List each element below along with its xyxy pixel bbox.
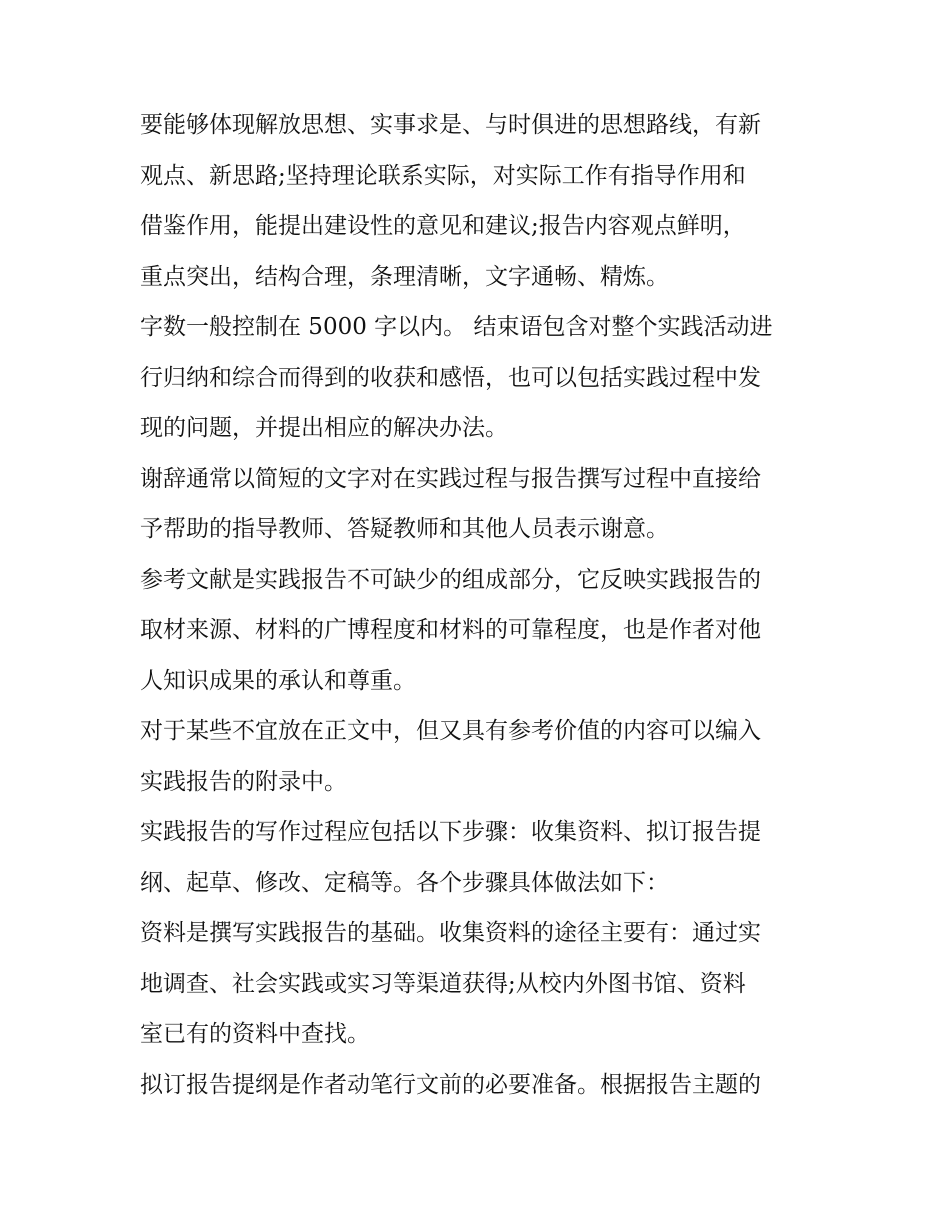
text-line: 要能够体现解放思想、实事求是、与时俱进的思想路线，有新 [140, 112, 761, 138]
text-line: 予帮助的指导教师、答疑教师和其他人员表示谢意。 [140, 516, 669, 542]
text-line: 行归纳和综合而得到的收获和感悟，也可以包括实践过程中发 [140, 364, 761, 391]
paragraph-3 [140, 454, 820, 555]
text-line: 字数一般控制在 5000 字以内。 结束语包含对整个实践活动进 [140, 314, 773, 340]
text-line: 取材来源、材料的广博程度和材料的可靠程度，也是作者对他 [140, 617, 761, 643]
text-line: 资料是撰写实践报告的基础。收集资料的途径主要有：通过实 [140, 920, 761, 946]
text-line: 拟订报告提纲是作者动笔行文前的必要准备。根据报告主题的 [140, 1071, 761, 1098]
text-line: 实践报告的写作过程应包括以下步骤：收集资料、拟订报告提 [140, 819, 761, 845]
paragraph-8 [140, 1060, 820, 1111]
text-line: 参考文献是实践报告不可缺少的组成部分，它反映实践报告的 [140, 566, 761, 593]
text-line: 地调查、社会实践或实习等渠道获得;从校内外图书馆、资料 [140, 970, 746, 997]
text-line: 对于某些不宜放在正文中，但又具有参考价值的内容可以编入 [140, 718, 761, 744]
paragraph-5 [140, 706, 820, 807]
text-line: 借鉴作用，能提出建设性的意见和建议;报告内容观点鲜明， [140, 213, 746, 239]
paragraph-2 [140, 302, 820, 454]
text-line: 纲、起草、修改、定稿等。各个步骤具体做法如下： [140, 869, 669, 896]
text-line: 实践报告的附录中。 [140, 768, 347, 795]
paragraph-6 [140, 807, 820, 908]
text-line: 观点、新思路;坚持理论联系实际，对实际工作有指导作用和 [140, 162, 746, 189]
text-line: 现的问题，并提出相应的解决办法。 [140, 415, 508, 441]
paragraph-4 [140, 555, 820, 707]
text-line: 谢辞通常以简短的文字对在实践过程与报告撰写过程中直接给 [140, 465, 761, 492]
text-line: 重点突出，结构合理，条理清晰，文字通畅、精炼。 [140, 263, 669, 290]
paragraph-1 [140, 100, 820, 302]
text-line: 人知识成果的承认和尊重。 [140, 667, 416, 694]
document-body [140, 100, 820, 1110]
paragraph-7 [140, 908, 820, 1060]
text-line: 室已有的资料中查找。 [140, 1021, 370, 1047]
